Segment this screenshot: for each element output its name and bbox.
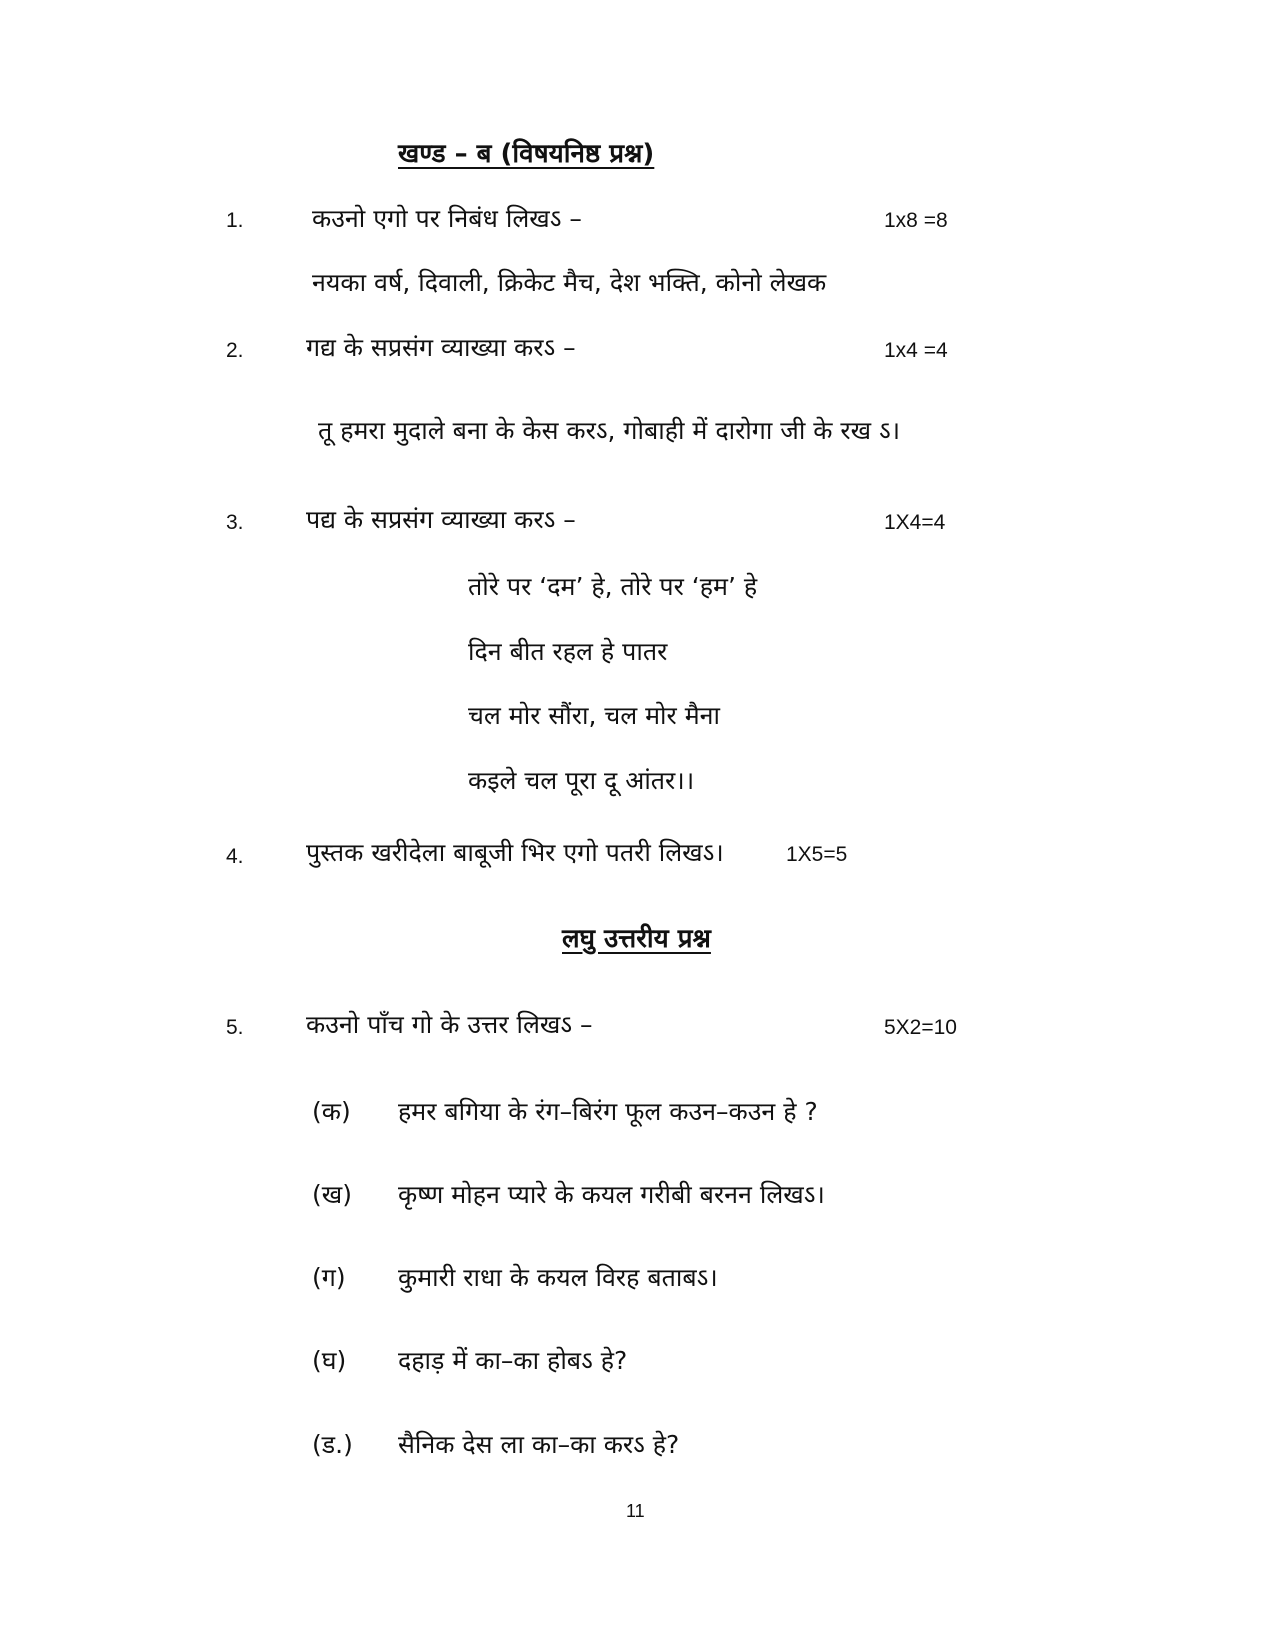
question-2-marks: 1x4 =4 (884, 339, 948, 362)
page-number: 11 (626, 1501, 645, 1521)
question-4-number: 4. (226, 845, 244, 868)
question-5-text: कउनो पाँच गो के उत्तर लिखऽ – (306, 1010, 593, 1039)
question-4-marks: 1X5=5 (786, 843, 848, 866)
question-1-text: कउनो एगो पर निबंध लिखऽ – (312, 204, 582, 233)
poem-line-2: दिन बीत रहल हे पातर (468, 637, 668, 666)
subquestion-text: हमर बगिया के रंग–बिरंग फूल कउन–कउन हे ? (398, 1097, 818, 1126)
short-answer-heading: लघु उत्तरीय प्रश्न (562, 924, 711, 954)
question-2-number: 2. (226, 339, 244, 362)
question-3-text: पद्य के सप्रसंग व्याख्या करऽ – (306, 505, 576, 534)
poem-line-4: कइले चल पूरा दू आंतर।। (468, 766, 695, 795)
subquestion-label: (ड.) (312, 1430, 353, 1459)
section-heading: खण्ड – ब (विषयनिष्ठ प्रश्न) (398, 139, 655, 169)
subquestion-text: कृष्ण मोहन प्यारे के कयल गरीबी बरनन लिखऽ। (398, 1180, 825, 1209)
question-2-passage: तू हमरा मुदाले बना के केस करऽ, गोबाही में दारोगा जी के रख ऽ। (318, 416, 901, 445)
question-5-number: 5. (226, 1016, 244, 1039)
question-1-marks: 1x8 =8 (884, 209, 948, 232)
subquestion-label: (क) (312, 1097, 351, 1126)
question-5-marks: 5X2=10 (884, 1016, 957, 1039)
question-3-number: 3. (226, 511, 244, 534)
subquestion-label: (ख) (312, 1180, 352, 1209)
subquestion-text: सैनिक देस ला का–का करऽ हे? (398, 1430, 680, 1459)
question-4-text: पुस्तक खरीदेला बाबूजी भिर एगो पतरी लिखऽ। (306, 838, 724, 867)
subquestion-text: कुमारी राधा के कयल विरह बताबऽ। (398, 1263, 718, 1292)
subquestion-label: (घ) (312, 1346, 347, 1375)
poem-line-1: तोरे पर ‘दम’ हे, तोरे पर ‘हम’ हे (468, 572, 758, 601)
subquestion-text: दहाड़ में का–का होबऽ हे? (398, 1346, 628, 1375)
question-2-text: गद्य के सप्रसंग व्याख्या करऽ – (306, 333, 576, 362)
question-1-topics: नयका वर्ष, दिवाली, क्रिकेट मैच, देश भक्ति, कोनो लेखक (312, 268, 827, 297)
poem-line-3: चल मोर सौंरा, चल मोर मैना (468, 701, 721, 730)
question-3-marks: 1X4=4 (884, 511, 946, 534)
question-1-number: 1. (226, 209, 244, 232)
subquestion-label: (ग) (312, 1263, 346, 1292)
